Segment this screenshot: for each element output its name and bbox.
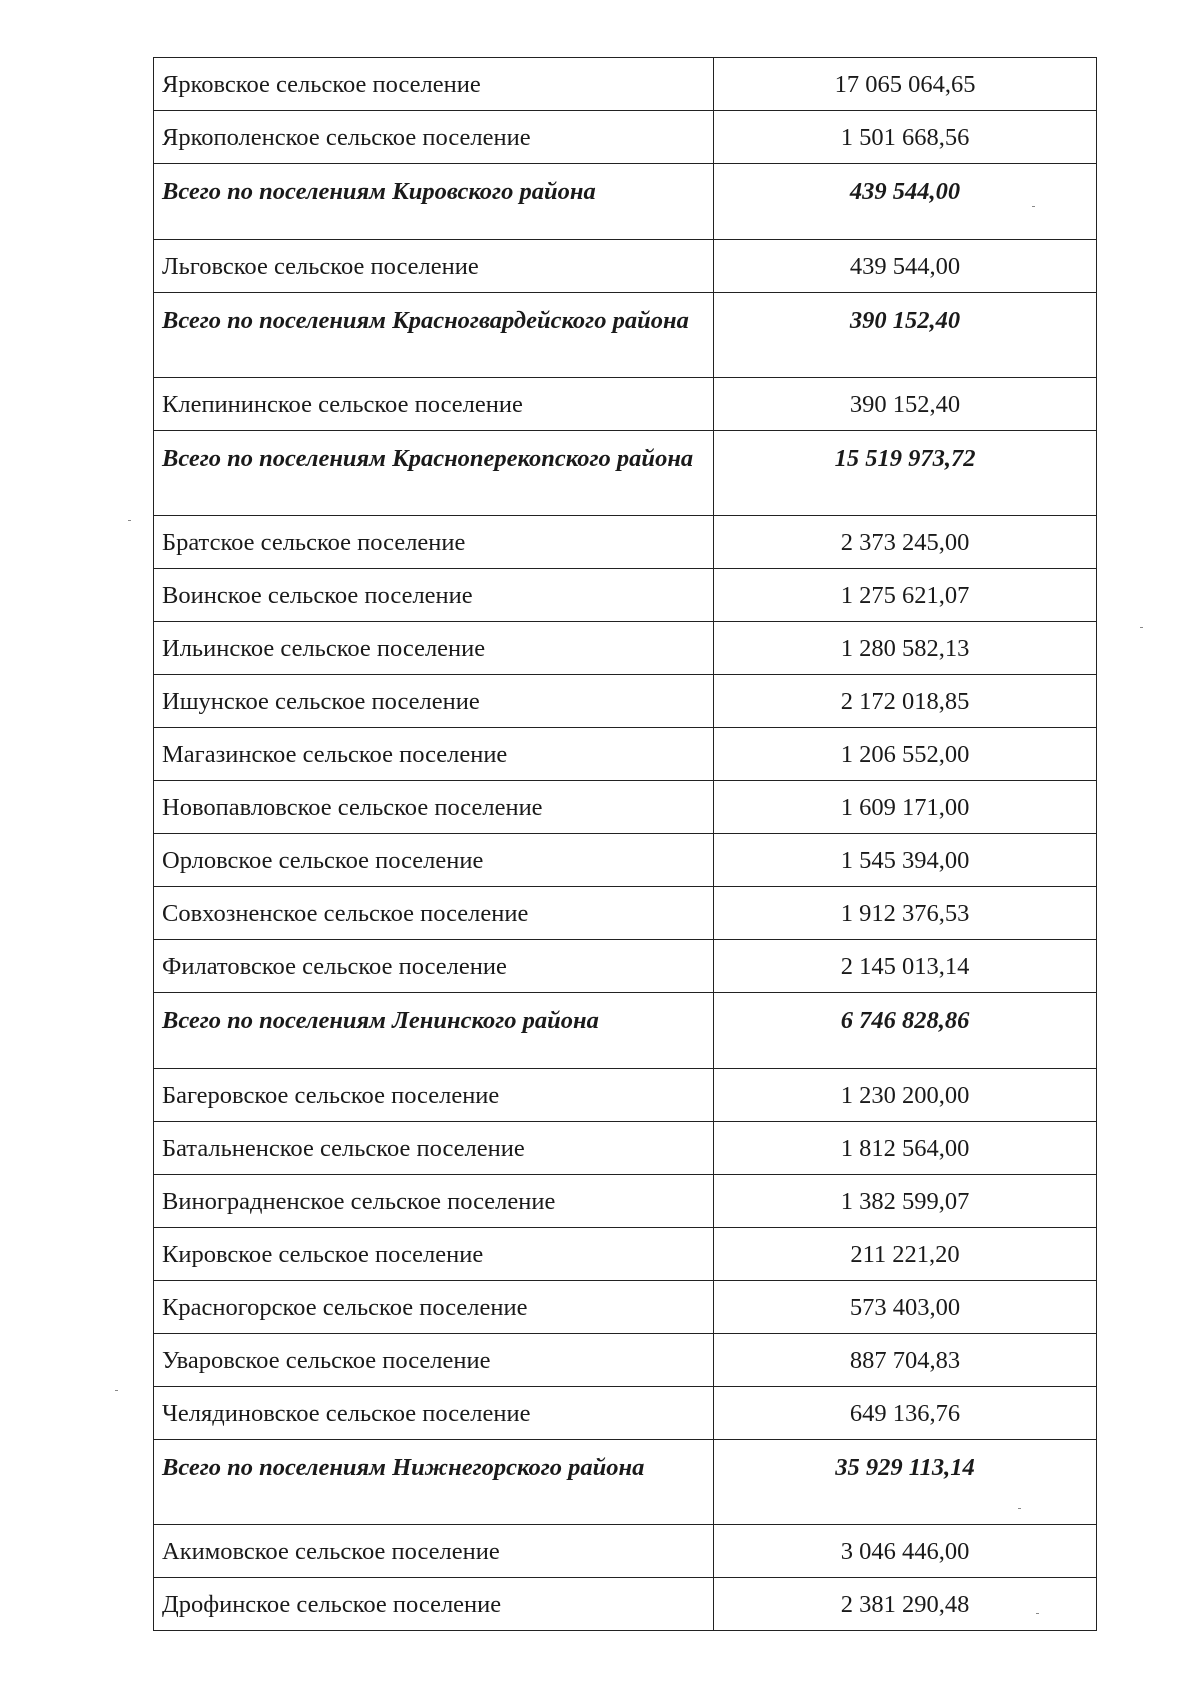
settlement-name-cell: Филатовское сельское поселение — [154, 940, 714, 993]
table-row — [154, 1334, 1097, 1387]
amount-cell: 887 704,83 — [714, 1334, 1097, 1387]
table-row — [154, 1175, 1097, 1228]
settlement-name-cell: Виноградненское сельское поселение — [154, 1175, 714, 1228]
table-row — [154, 1122, 1097, 1175]
table-body — [154, 58, 1097, 1631]
table-row — [154, 378, 1097, 431]
table-row — [154, 111, 1097, 164]
settlement-name-cell: Братское сельское поселение — [154, 516, 714, 569]
scan-speck — [1032, 206, 1035, 207]
district-total-amount: 439 544,00 — [714, 164, 1097, 240]
district-total-label: Всего по поселениям Красноперекопского района — [154, 431, 714, 516]
district-total-label: Всего по поселениям Красногвардейского района — [154, 293, 714, 378]
amount-cell: 3 046 446,00 — [714, 1525, 1097, 1578]
district-total-amount: 35 929 113,14 — [714, 1440, 1097, 1525]
amount-cell: 1 280 582,13 — [714, 622, 1097, 675]
settlement-name-cell: Красногорское сельское поселение — [154, 1281, 714, 1334]
table-row — [154, 569, 1097, 622]
amount-cell: 2 373 245,00 — [714, 516, 1097, 569]
amount-cell: 17 065 064,65 — [714, 58, 1097, 111]
settlement-name-cell: Совхозненское сельское поселение — [154, 887, 714, 940]
settlement-name-cell: Магазинское сельское поселение — [154, 728, 714, 781]
district-total-amount: 390 152,40 — [714, 293, 1097, 378]
settlement-name-cell: Челядиновское сельское поселение — [154, 1387, 714, 1440]
table-row — [154, 622, 1097, 675]
amount-cell: 1 545 394,00 — [714, 834, 1097, 887]
settlement-name-cell: Яркополенское сельское поселение — [154, 111, 714, 164]
settlement-name-cell: Кировское сельское поселение — [154, 1228, 714, 1281]
table-row — [154, 1069, 1097, 1122]
amount-cell: 1 382 599,07 — [714, 1175, 1097, 1228]
table-row — [154, 728, 1097, 781]
district-total-row — [154, 293, 1097, 378]
settlement-name-cell: Уваровское сельское поселение — [154, 1334, 714, 1387]
district-total-amount: 6 746 828,86 — [714, 993, 1097, 1069]
settlement-name-cell: Ишунское сельское поселение — [154, 675, 714, 728]
district-total-row — [154, 164, 1097, 240]
amount-cell: 1 230 200,00 — [714, 1069, 1097, 1122]
scan-speck — [1018, 1508, 1021, 1509]
amount-cell: 2 172 018,85 — [714, 675, 1097, 728]
amount-cell: 573 403,00 — [714, 1281, 1097, 1334]
district-total-row — [154, 1440, 1097, 1525]
amount-cell: 2 381 290,48 — [714, 1578, 1097, 1631]
settlement-name-cell: Льговское сельское поселение — [154, 240, 714, 293]
table-row — [154, 240, 1097, 293]
amount-cell: 439 544,00 — [714, 240, 1097, 293]
amount-cell: 1 609 171,00 — [714, 781, 1097, 834]
settlement-name-cell: Воинское сельское поселение — [154, 569, 714, 622]
table-row — [154, 1525, 1097, 1578]
table-row — [154, 887, 1097, 940]
settlement-name-cell: Клепининское сельское поселение — [154, 378, 714, 431]
district-total-label: Всего по поселениям Кировского района — [154, 164, 714, 240]
settlement-name-cell: Багеровское сельское поселение — [154, 1069, 714, 1122]
table-row — [154, 1281, 1097, 1334]
table-row — [154, 834, 1097, 887]
district-total-amount: 15 519 973,72 — [714, 431, 1097, 516]
amount-cell: 1 812 564,00 — [714, 1122, 1097, 1175]
scan-speck — [1140, 627, 1143, 628]
amount-cell: 1 206 552,00 — [714, 728, 1097, 781]
settlement-name-cell: Орловское сельское поселение — [154, 834, 714, 887]
amount-cell: 1 912 376,53 — [714, 887, 1097, 940]
district-total-label: Всего по поселениям Нижнегорского района — [154, 1440, 714, 1525]
settlement-budget-table — [153, 57, 1097, 1631]
scan-speck — [115, 1390, 118, 1391]
district-total-label: Всего по поселениям Ленинского района — [154, 993, 714, 1069]
settlement-name-cell: Батальненское сельское поселение — [154, 1122, 714, 1175]
settlement-name-cell: Акимовское сельское поселение — [154, 1525, 714, 1578]
amount-cell: 2 145 013,14 — [714, 940, 1097, 993]
scan-speck — [1036, 1613, 1039, 1614]
table-row — [154, 516, 1097, 569]
amount-cell: 1 501 668,56 — [714, 111, 1097, 164]
amount-cell: 1 275 621,07 — [714, 569, 1097, 622]
amount-cell: 211 221,20 — [714, 1228, 1097, 1281]
district-total-row — [154, 993, 1097, 1069]
settlement-name-cell: Ильинское сельское поселение — [154, 622, 714, 675]
table-row — [154, 1228, 1097, 1281]
district-total-row — [154, 431, 1097, 516]
settlement-name-cell: Новопавловское сельское поселение — [154, 781, 714, 834]
settlement-name-cell: Дрофинское сельское поселение — [154, 1578, 714, 1631]
table-row — [154, 58, 1097, 111]
table-row — [154, 781, 1097, 834]
table-row — [154, 1387, 1097, 1440]
table-row — [154, 1578, 1097, 1631]
table-row — [154, 940, 1097, 993]
amount-cell: 390 152,40 — [714, 378, 1097, 431]
table-row — [154, 675, 1097, 728]
scan-speck — [128, 520, 131, 521]
amount-cell: 649 136,76 — [714, 1387, 1097, 1440]
settlement-name-cell: Ярковское сельское поселение — [154, 58, 714, 111]
